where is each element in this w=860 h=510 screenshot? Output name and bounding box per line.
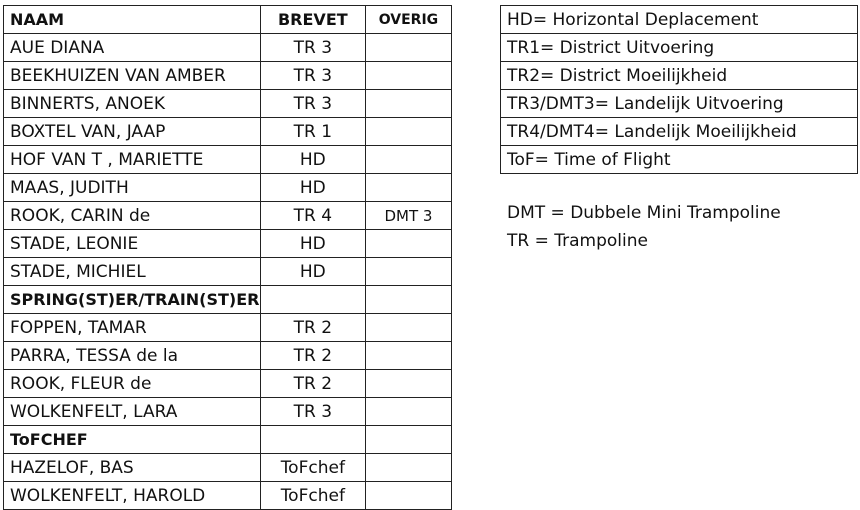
table-row [4, 230, 452, 258]
note-tr: TR = Trampoline [507, 231, 648, 251]
row-brevet: TR 3 [260, 34, 365, 62]
row-name: AUE DIANA [4, 34, 261, 62]
header-naam: NAAM [4, 6, 261, 34]
row-overig [365, 342, 451, 370]
table-row [4, 482, 452, 510]
section-empty-cell [365, 286, 451, 314]
legend-entry: HD= Horizontal Deplacement [501, 6, 858, 34]
row-overig [365, 146, 451, 174]
legend-row [501, 146, 858, 174]
section-header-row [4, 426, 452, 454]
row-overig [365, 230, 451, 258]
row-overig [365, 118, 451, 146]
legend-row [501, 34, 858, 62]
legend-entry: TR3/DMT3= Landelijk Uitvoering [501, 90, 858, 118]
table-row [4, 342, 452, 370]
row-name: PARRA, TESSA de la [4, 342, 261, 370]
row-name: BEEKHUIZEN VAN AMBER [4, 62, 261, 90]
header-brevet: BREVET [260, 6, 365, 34]
row-name: ROOK, FLEUR de [4, 370, 261, 398]
table-row [4, 202, 452, 230]
row-brevet: HD [260, 230, 365, 258]
row-name: STADE, LEONIE [4, 230, 261, 258]
table-row [4, 174, 452, 202]
header-overig: OVERIG [365, 6, 451, 34]
row-overig: DMT 3 [365, 202, 451, 230]
row-brevet: TR 3 [260, 62, 365, 90]
row-overig [365, 258, 451, 286]
row-name: FOPPEN, TAMAR [4, 314, 261, 342]
table-row [4, 62, 452, 90]
row-name: ROOK, CARIN de [4, 202, 261, 230]
section-empty-cell [365, 426, 451, 454]
row-brevet: TR 2 [260, 342, 365, 370]
legend-entry: TR2= District Moeilijkheid [501, 62, 858, 90]
abbreviation-legend-table [500, 5, 858, 174]
row-name: STADE, MICHIEL [4, 258, 261, 286]
section-empty-cell [260, 286, 365, 314]
row-brevet: ToFchef [260, 482, 365, 510]
section-empty-cell [260, 426, 365, 454]
row-name: WOLKENFELT, HAROLD [4, 482, 261, 510]
table-row [4, 370, 452, 398]
table-row [4, 146, 452, 174]
row-brevet: HD [260, 174, 365, 202]
legend-entry: ToF= Time of Flight [501, 146, 858, 174]
table-row [4, 34, 452, 62]
row-brevet: TR 4 [260, 202, 365, 230]
row-brevet: TR 2 [260, 314, 365, 342]
row-overig [365, 454, 451, 482]
section-spring-title: SPRING(ST)ER/TRAIN(ST)ER [4, 286, 261, 314]
table-row [4, 314, 452, 342]
legend-entry: TR1= District Uitvoering [501, 34, 858, 62]
row-name: BOXTEL VAN, JAAP [4, 118, 261, 146]
row-name: BINNERTS, ANOEK [4, 90, 261, 118]
legend-entry: TR4/DMT4= Landelijk Moeilijkheid [501, 118, 858, 146]
row-brevet: TR 2 [260, 370, 365, 398]
brevet-roster-table [3, 5, 452, 510]
table-row [4, 258, 452, 286]
table-row [4, 454, 452, 482]
row-brevet: TR 3 [260, 398, 365, 426]
row-name: HAZELOF, BAS [4, 454, 261, 482]
row-overig [365, 398, 451, 426]
row-name: HOF VAN T , MARIETTE [4, 146, 261, 174]
legend-row [501, 118, 858, 146]
section-header-row [4, 286, 452, 314]
note-dmt: DMT = Dubbele Mini Trampoline [507, 203, 781, 223]
row-overig [365, 34, 451, 62]
row-brevet: TR 3 [260, 90, 365, 118]
table-row [4, 398, 452, 426]
legend-row [501, 6, 858, 34]
table-row [4, 118, 452, 146]
section-tof-title: ToFCHEF [4, 426, 261, 454]
row-overig [365, 62, 451, 90]
legend-row [501, 90, 858, 118]
row-overig [365, 174, 451, 202]
row-overig [365, 370, 451, 398]
legend-row [501, 62, 858, 90]
row-brevet: HD [260, 146, 365, 174]
table-row [4, 90, 452, 118]
row-brevet: ToFchef [260, 454, 365, 482]
row-overig [365, 482, 451, 510]
row-overig [365, 90, 451, 118]
row-brevet: HD [260, 258, 365, 286]
table-header-row [4, 6, 452, 34]
row-name: WOLKENFELT, LARA [4, 398, 261, 426]
row-name: MAAS, JUDITH [4, 174, 261, 202]
row-overig [365, 314, 451, 342]
row-brevet: TR 1 [260, 118, 365, 146]
